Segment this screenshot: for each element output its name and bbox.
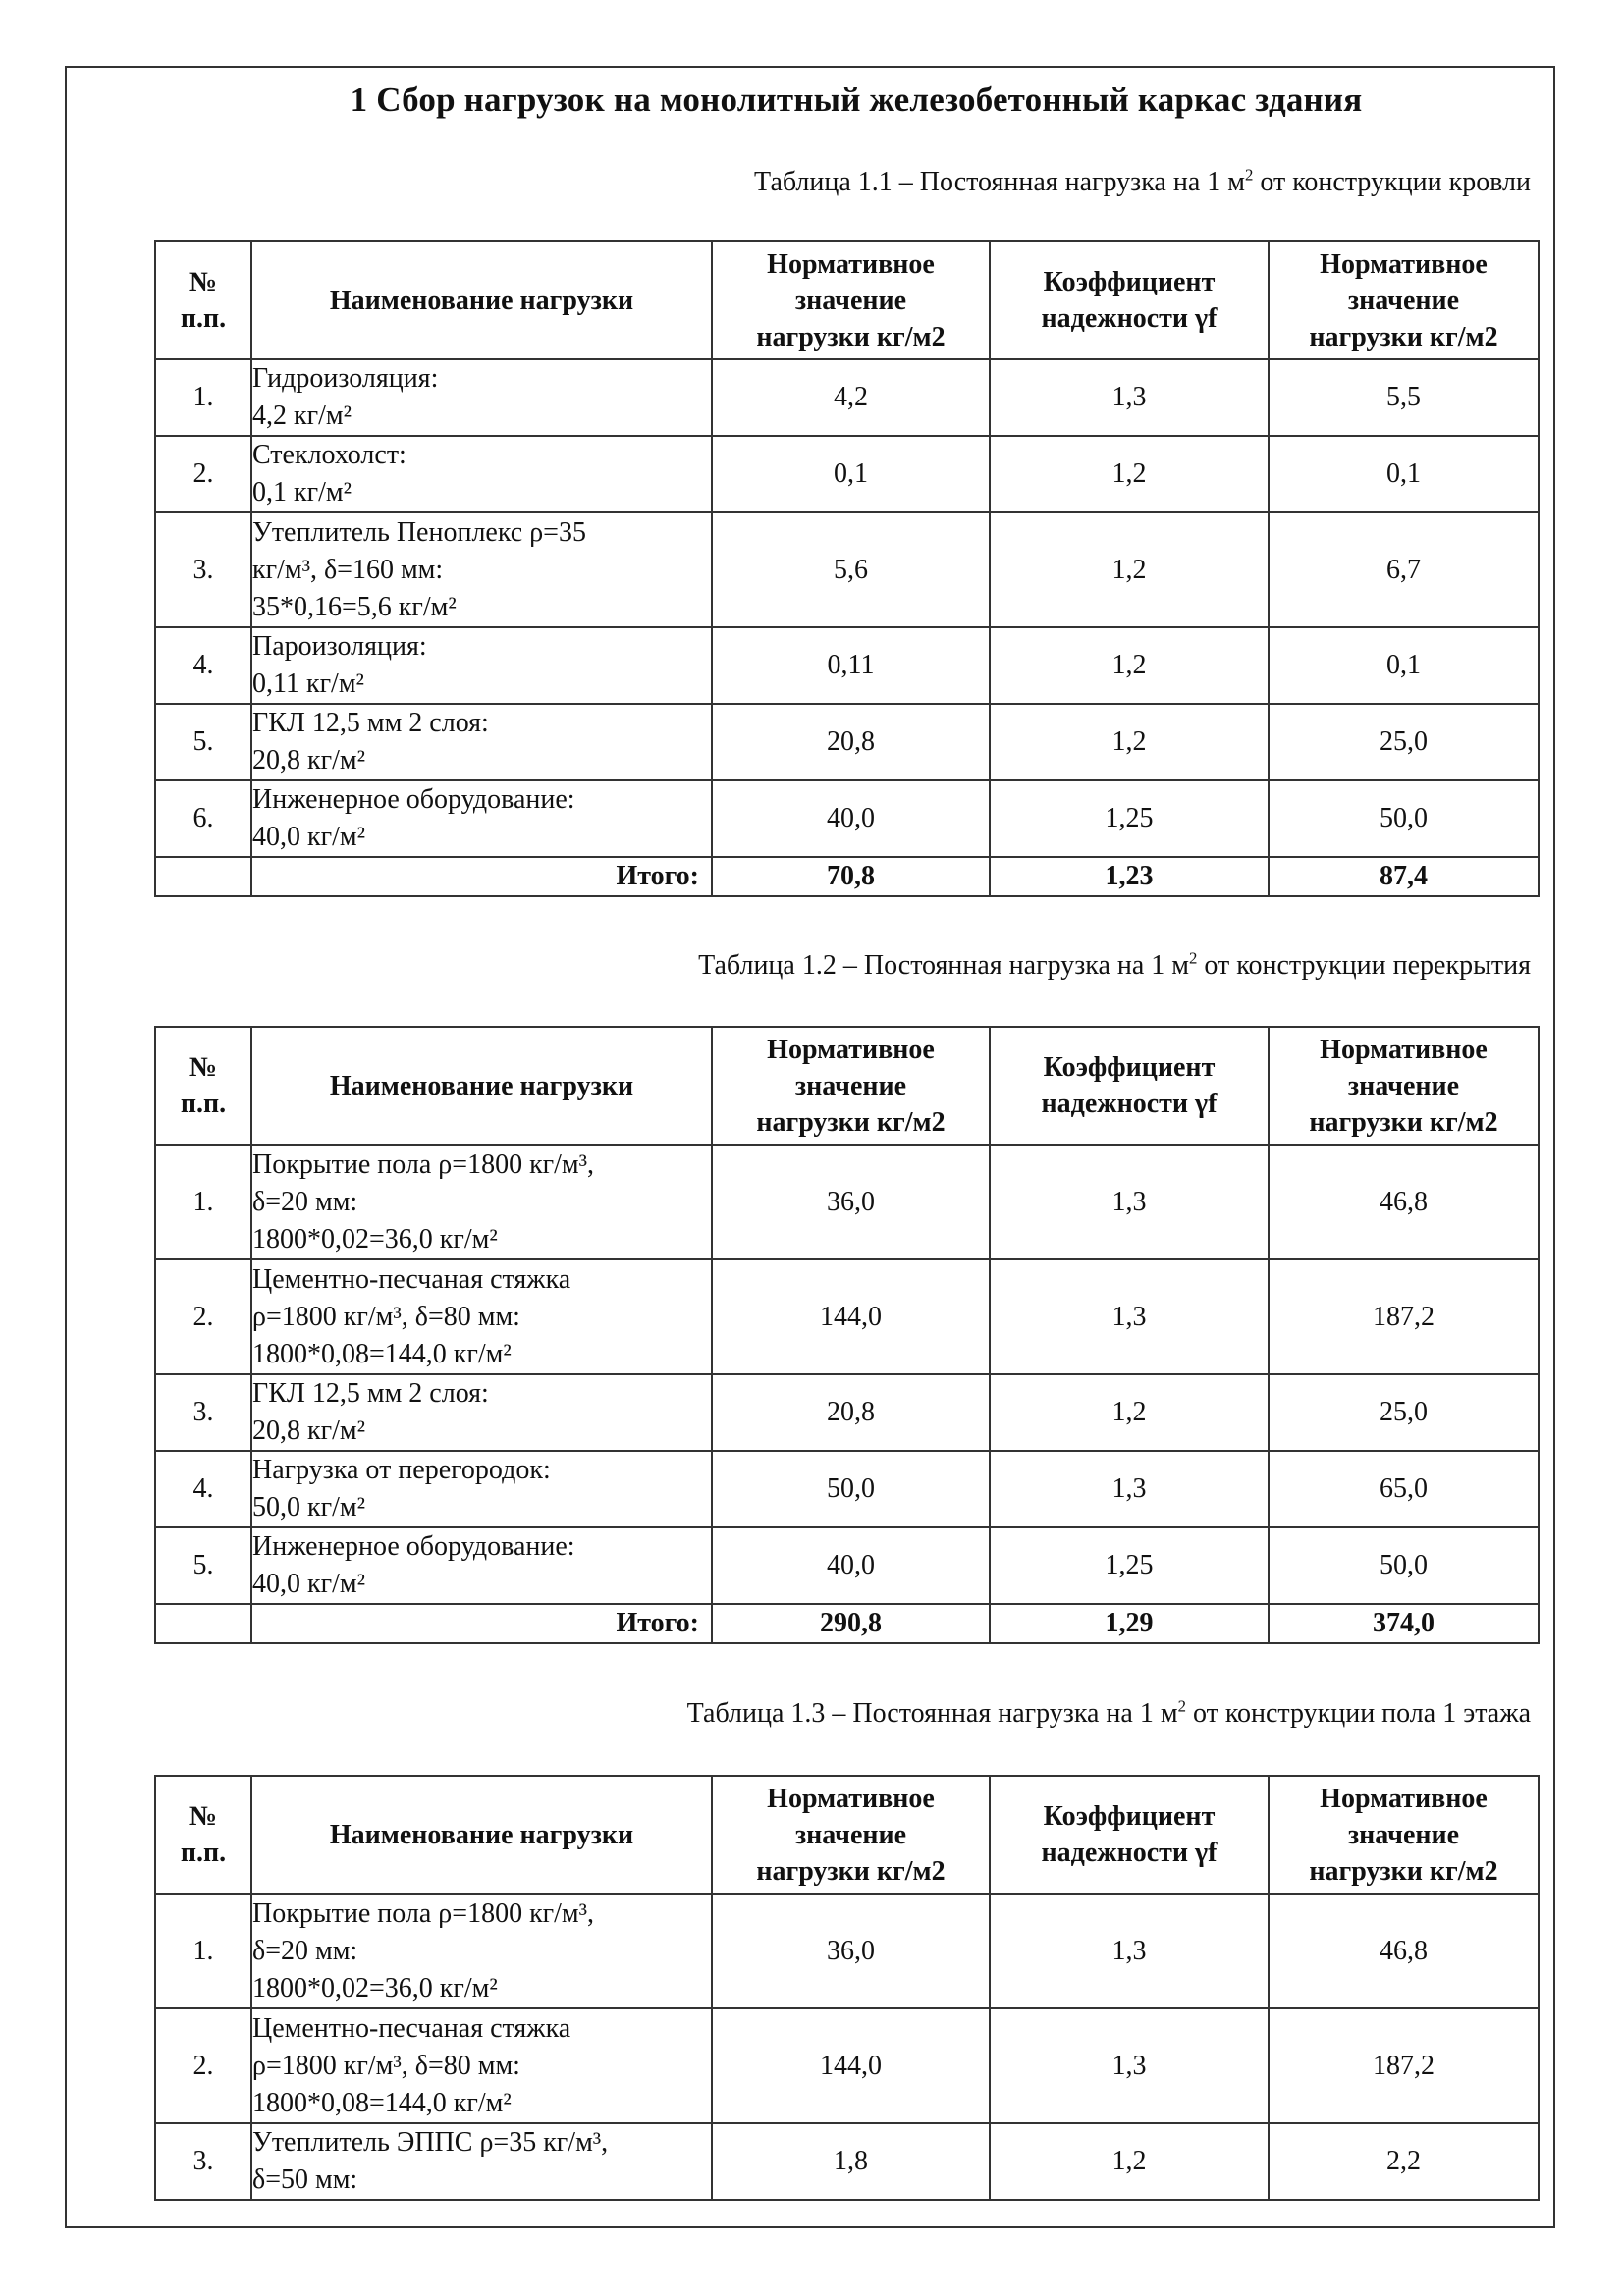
row-coef: 1,2 [990,436,1269,512]
row-name: Утеплитель Пеноплекс ρ=35 кг/м³, δ=160 мм: 35*0,16=5,6 кг/м² [251,512,712,627]
row-coef: 1,3 [990,1145,1269,1259]
row-coef: 1,3 [990,1259,1269,1374]
table-1-1-roof-loads [154,240,1540,897]
header-coef: Коэффициент надежности γf [990,1027,1269,1145]
row-name: Цементно-песчаная стяжка ρ=1800 кг/м³, δ=80 мм: 1800*0,08=144,0 кг/м² [251,1259,712,1374]
row-design: 50,0 [1269,780,1539,857]
row-normative: 144,0 [712,2008,990,2123]
row-normative: 36,0 [712,1894,990,2008]
row-coef: 1,2 [990,627,1269,704]
row-coef: 1,3 [990,2008,1269,2123]
header-name: Наименование нагрузки [251,241,712,359]
table-header-row [155,1027,1539,1145]
row-coef: 1,25 [990,780,1269,857]
table-header-row [155,241,1539,359]
row-name: Инженерное оборудование: 40,0 кг/м² [251,780,712,857]
total-row [155,857,1539,896]
row-name: Инженерное оборудование: 40,0 кг/м² [251,1527,712,1604]
total-coef: 1,29 [990,1604,1269,1643]
total-coef: 1,23 [990,857,1269,896]
table-row [155,436,1539,512]
row-num: 1. [155,1145,251,1259]
table-header-row [155,1776,1539,1894]
row-normative: 0,11 [712,627,990,704]
table-1-2-caption: Таблица 1.2 – Постоянная нагрузка на 1 $м^2$ от конструкции перекрытия [698,948,1531,981]
table-row [155,1374,1539,1451]
row-coef: 1,3 [990,1894,1269,2008]
row-coef: 1,2 [990,704,1269,780]
row-normative: 36,0 [712,1145,990,1259]
row-normative: 1,8 [712,2123,990,2200]
table-row [155,780,1539,857]
header-num: № п.п. [155,1776,251,1894]
row-design: 0,1 [1269,627,1539,704]
row-design: 187,2 [1269,2008,1539,2123]
row-coef: 1,2 [990,2123,1269,2200]
row-coef: 1,25 [990,1527,1269,1604]
header-normative: Нормативное значение нагрузки кг/м2 [712,241,990,359]
table-1-1-caption: Таблица 1.1 – Постоянная нагрузка на 1 $м^2$ от конструкции кровли [754,165,1531,197]
row-name: Цементно-песчаная стяжка ρ=1800 кг/м³, δ=80 мм: 1800*0,08=144,0 кг/м² [251,2008,712,2123]
row-design: 0,1 [1269,436,1539,512]
row-name: Нагрузка от перегородок: 50,0 кг/м² [251,1451,712,1527]
row-num: 2. [155,436,251,512]
row-normative: 40,0 [712,1527,990,1604]
row-design: 25,0 [1269,1374,1539,1451]
total-design: 374,0 [1269,1604,1539,1643]
row-normative: 144,0 [712,1259,990,1374]
row-design: 46,8 [1269,1145,1539,1259]
row-normative: 5,6 [712,512,990,627]
row-normative: 20,8 [712,1374,990,1451]
table-row [155,627,1539,704]
row-design: 6,7 [1269,512,1539,627]
row-num: 1. [155,1894,251,2008]
row-design: 46,8 [1269,1894,1539,2008]
table-row [155,1527,1539,1604]
row-num: 3. [155,1374,251,1451]
table-row [155,2008,1539,2123]
row-design: 50,0 [1269,1527,1539,1604]
row-num: 6. [155,780,251,857]
row-name: Покрытие пола ρ=1800 кг/м³, δ=20 мм: 1800*0,02=36,0 кг/м² [251,1145,712,1259]
row-name: ГКЛ 12,5 мм 2 слоя: 20,8 кг/м² [251,704,712,780]
total-label: Итого: [251,857,712,896]
row-coef: 1,2 [990,512,1269,627]
total-normative: 290,8 [712,1604,990,1643]
table-row [155,512,1539,627]
row-design: 25,0 [1269,704,1539,780]
header-coef: Коэффициент надежности γf [990,241,1269,359]
row-design: 5,5 [1269,359,1539,436]
table-1-3-caption: Таблица 1.3 – Постоянная нагрузка на 1 $м^2$ от конструкции пола 1 этажа [686,1696,1531,1729]
total-design: 87,4 [1269,857,1539,896]
total-label: Итого: [251,1604,712,1643]
table-1-3-ground-floor-loads [154,1775,1540,2201]
section-title: 1 Сбор нагрузок на монолитный железобетонный каркас здания [350,80,1363,119]
row-num: 3. [155,2123,251,2200]
table-row [155,1145,1539,1259]
row-normative: 50,0 [712,1451,990,1527]
row-design: 187,2 [1269,1259,1539,1374]
row-name: Утеплитель ЭППС ρ=35 кг/м³, δ=50 мм: [251,2123,712,2200]
row-name: Покрытие пола ρ=1800 кг/м³, δ=20 мм: 1800*0,02=36,0 кг/м² [251,1894,712,2008]
row-normative: 20,8 [712,704,990,780]
header-design: Нормативное значение нагрузки кг/м2 [1269,241,1539,359]
header-design: Нормативное значение нагрузки кг/м2 [1269,1027,1539,1145]
header-design: Нормативное значение нагрузки кг/м2 [1269,1776,1539,1894]
table-row [155,359,1539,436]
row-design: 2,2 [1269,2123,1539,2200]
row-num: 4. [155,627,251,704]
total-empty [155,857,251,896]
header-num: № п.п. [155,1027,251,1145]
row-name: Гидроизоляция: 4,2 кг/м² [251,359,712,436]
row-name: ГКЛ 12,5 мм 2 слоя: 20,8 кг/м² [251,1374,712,1451]
table-1-2-floor-slab-loads [154,1026,1540,1644]
header-normative: Нормативное значение нагрузки кг/м2 [712,1776,990,1894]
row-num: 3. [155,512,251,627]
row-design: 65,0 [1269,1451,1539,1527]
row-name: Пароизоляция: 0,11 кг/м² [251,627,712,704]
total-normative: 70,8 [712,857,990,896]
total-row [155,1604,1539,1643]
header-name: Наименование нагрузки [251,1776,712,1894]
row-num: 5. [155,1527,251,1604]
row-coef: 1,3 [990,1451,1269,1527]
header-num: № п.п. [155,241,251,359]
row-normative: 0,1 [712,436,990,512]
header-normative: Нормативное значение нагрузки кг/м2 [712,1027,990,1145]
row-normative: 40,0 [712,780,990,857]
row-num: 5. [155,704,251,780]
row-name: Стеклохолст: 0,1 кг/м² [251,436,712,512]
row-num: 2. [155,2008,251,2123]
table-row [155,1451,1539,1527]
total-empty [155,1604,251,1643]
header-coef: Коэффициент надежности γf [990,1776,1269,1894]
table-row [155,2123,1539,2200]
table-row [155,1894,1539,2008]
row-num: 1. [155,359,251,436]
row-normative: 4,2 [712,359,990,436]
table-row [155,1259,1539,1374]
table-row [155,704,1539,780]
row-coef: 1,3 [990,359,1269,436]
row-num: 4. [155,1451,251,1527]
row-coef: 1,2 [990,1374,1269,1451]
header-name: Наименование нагрузки [251,1027,712,1145]
row-num: 2. [155,1259,251,1374]
